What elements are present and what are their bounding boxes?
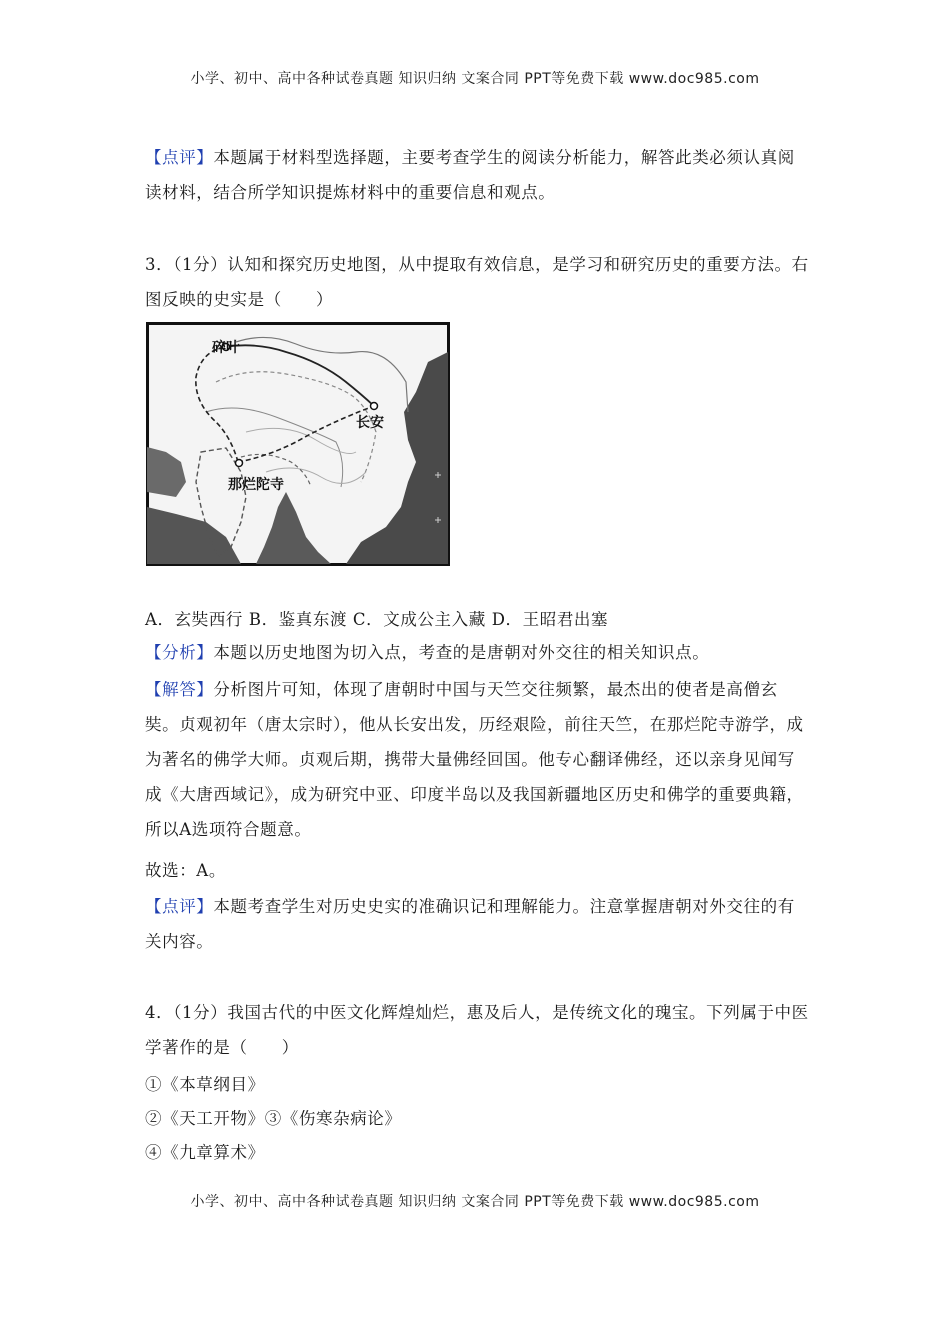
question-3-options: A．玄奘西行 B．鉴真东渡 C．文成公主入藏 D．王昭君出塞 (145, 610, 609, 629)
comment-tag: 【点评】 (145, 897, 214, 916)
comment-text: 本题属于材料型选择题，主要考查学生的阅读分析能力，解答此类必须认真阅读材料，结合所学知识提炼材料中的重要信息和观点。 (145, 148, 795, 202)
map-label-changan: 长安 (356, 415, 384, 431)
answer-tag: 【解答】 (145, 680, 214, 699)
q3-answer (145, 672, 810, 847)
q4-item-1: ①《本草纲目》 (145, 1075, 265, 1094)
answer-text: 分析图片可知，体现了唐朝时中国与天竺交往频繁，最杰出的使者是高僧玄奘。贞观初年（唐太宗时），他从长安出发，历经艰险，前往天竺，在那烂陀寺游学，成为著名的佛学大师。贞观后期，携带大量佛经回国。他专心翻译佛经，还以亲身见闻写成《大唐西域记》，成为研究中亚、印度半岛以及我国新疆地区历史和佛学的重要典籍，所以A选项符合题意。 (145, 680, 804, 839)
comment-tag: 【点评】 (145, 148, 214, 167)
question-4-stem: 4．（1分）我国古代的中医文化辉煌灿烂，惠及后人，是传统文化的瑰宝。下列属于中医学著作的是（ ） (145, 1003, 809, 1057)
map-label-nalanda: 那烂陀寺 (228, 477, 284, 493)
q4-item-4: ④《九章算术》 (145, 1143, 265, 1162)
q3-comment (145, 889, 810, 959)
q4-item-2-3: ②《天工开物》③《伤寒杂病论》 (145, 1109, 402, 1128)
question-3-stem: 3．（1分）认知和探究历史地图，从中提取有效信息，是学习和研究历史的重要方法。右图反映的史实是（ ） (145, 255, 809, 309)
comment-text: 本题考查学生对历史史实的准确识记和理解能力。注意掌握唐朝对外交往的有关内容。 (145, 897, 795, 951)
map-label-suiye: 碎叶 (212, 340, 240, 356)
q3-choice: 故选：A。 (145, 861, 226, 880)
q2-comment (145, 140, 810, 210)
page-footer: 小学、初中、高中各种试卷真题 知识归纳 文案合同 PPT等免费下载 www.doc985.com (190, 1194, 760, 1210)
q3-analysis (145, 635, 810, 670)
page-header: 小学、初中、高中各种试卷真题 知识归纳 文案合同 PPT等免费下载 www.doc985.com (190, 71, 760, 87)
historical-map (146, 322, 450, 566)
analysis-tag: 【分析】 (145, 643, 214, 662)
analysis-text: 本题以历史地图为切入点，考查的是唐朝对外交往的相关知识点。 (213, 643, 710, 662)
